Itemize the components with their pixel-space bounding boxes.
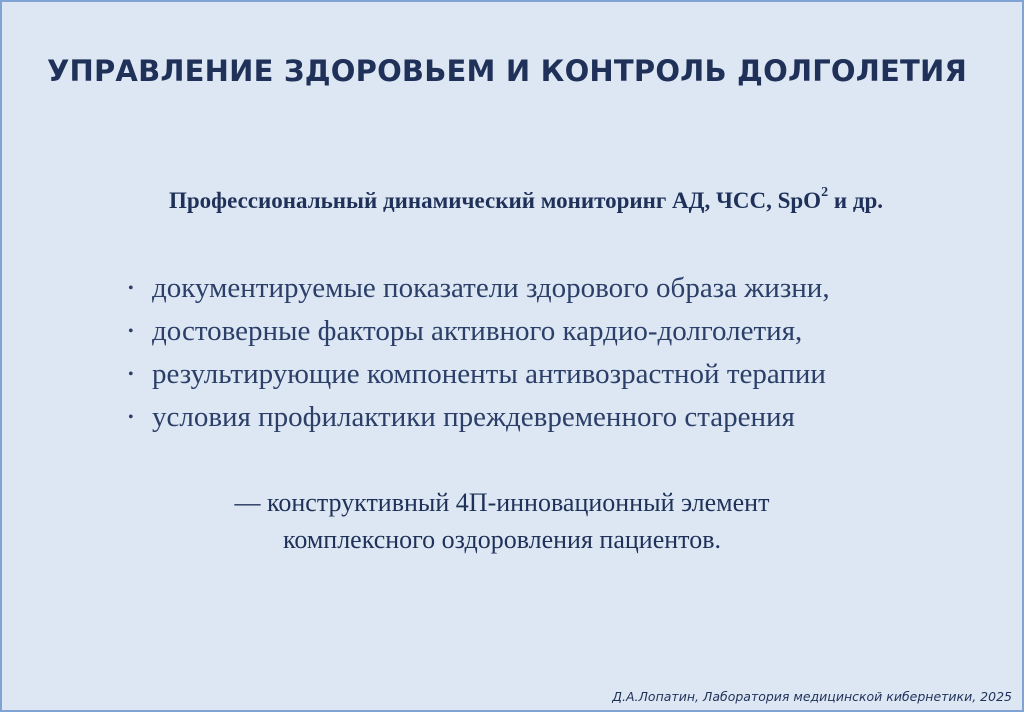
subtitle-text: Профессиональный динамический мониторинг АД, ЧСС, SpO <box>168 188 822 213</box>
slide-title: УПРАВЛЕНИЕ ЗДОРОВЬЕМ И КОНТРОЛЬ ДОЛГОЛЕТИЯ <box>46 54 968 88</box>
conclusion-line-1: — конструктивный 4П-инновационный элемент <box>234 488 770 517</box>
list-item-text: достоверные факторы активного кардио-долголетия, <box>152 315 803 347</box>
list-item-text: документируемые показатели здорового образа жизни, <box>152 272 830 304</box>
bullet-list <box>128 269 830 441</box>
list-item <box>128 355 830 398</box>
subtitle <box>2 185 1024 214</box>
footer-credit: Д.А.Лопатин, Лаборатория медицинской кибернетики, 2025 <box>612 689 1012 704</box>
bullet-icon: • <box>128 280 134 297</box>
list-item-text: условия профилактики преждевременного старения <box>152 401 795 433</box>
list-item <box>128 269 830 312</box>
subtitle-superscript: 2 <box>821 185 829 201</box>
bullet-icon: • <box>128 323 134 340</box>
bullet-icon: • <box>128 409 134 426</box>
bullet-icon: • <box>128 366 134 383</box>
subtitle-text-end: и др. <box>828 188 883 213</box>
conclusion-line-2: комплексного оздоровления пациентов. <box>283 525 721 554</box>
list-item <box>128 398 830 441</box>
list-item-text: результирующие компоненты антивозрастной терапии <box>152 358 826 390</box>
conclusion <box>2 484 1002 558</box>
list-item <box>128 312 830 355</box>
